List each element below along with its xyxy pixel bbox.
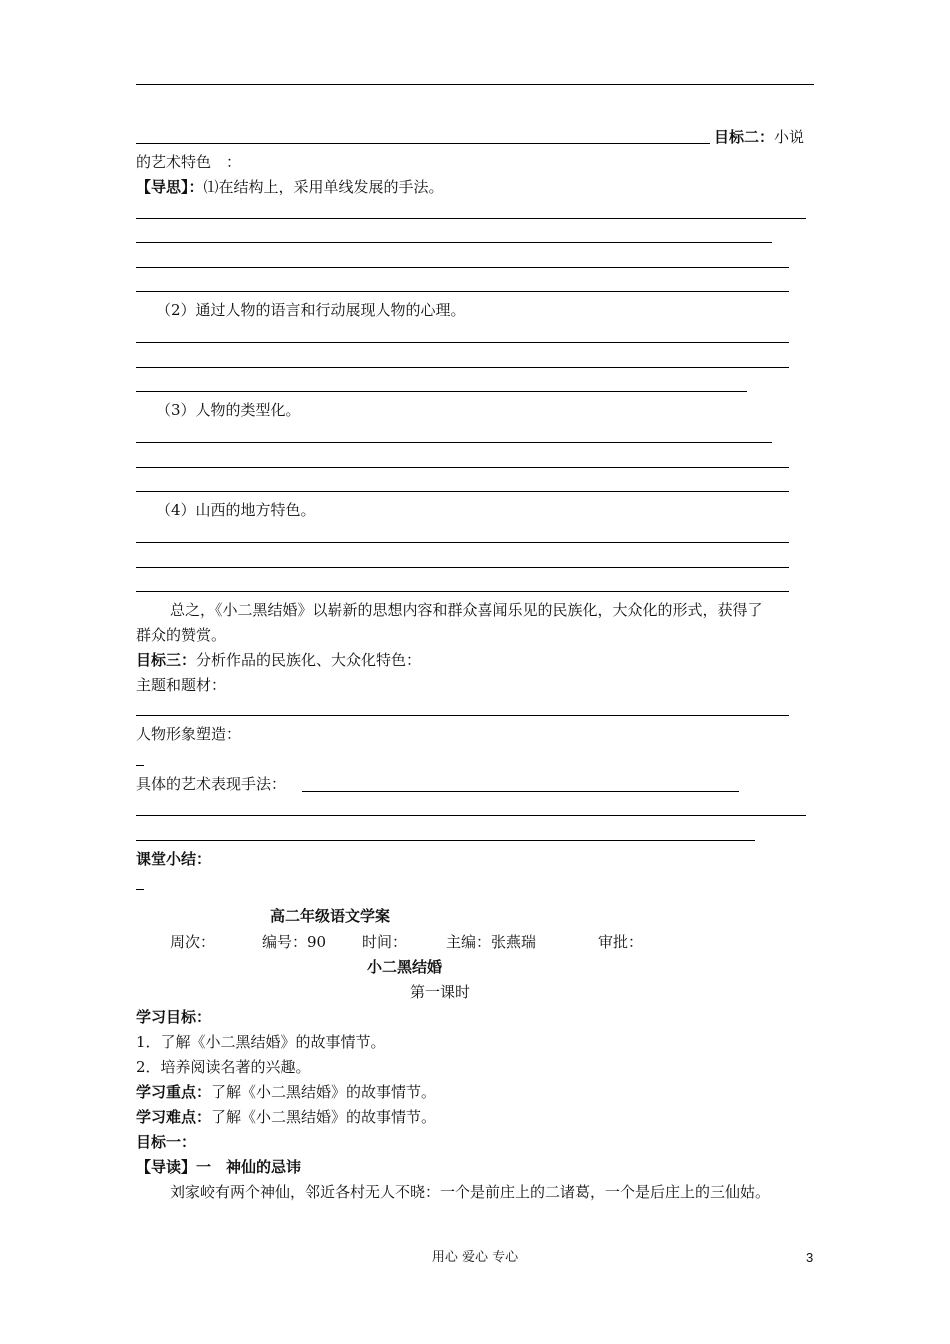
answer-line [136, 815, 806, 816]
difficult-label: 学习难点： [136, 1108, 212, 1126]
answer-line [136, 567, 789, 568]
answer-line [136, 218, 806, 219]
theme-label: 主题和题材： [136, 676, 227, 694]
lesson-title: 小二黑结婚 [367, 958, 443, 976]
answer-line [136, 715, 789, 716]
answer-line [136, 591, 789, 592]
summary-line2: 群众的赞赏。 [136, 626, 227, 644]
answer-line [136, 367, 789, 368]
answer-line [136, 467, 789, 468]
answer-line [136, 342, 789, 343]
answer-line [136, 391, 747, 392]
goal2-line2: 的艺术特色 ： [136, 153, 242, 171]
goal3-line [136, 650, 421, 670]
figure-label: 人物形象塑造： [136, 725, 242, 743]
daodu-heading: 【导读】一 神仙的忌讳 [136, 1158, 302, 1176]
lesson-subtitle: 第一课时 [410, 983, 471, 1001]
daosi-label: 【导思】： [136, 178, 204, 196]
answer-line [136, 442, 772, 443]
answer-line [136, 242, 772, 243]
key-text: 了解《小二黑结婚》的故事情节。 [211, 1083, 437, 1101]
answer-line [136, 542, 789, 543]
short-mark [136, 765, 144, 766]
answer-line [136, 291, 789, 292]
header-rule [136, 84, 814, 85]
document-title: 高二年级语文学案 [270, 907, 391, 925]
item-4: （4）山西的地方特色。 [156, 501, 316, 519]
objective-1: 1．了解《小二黑结婚》的故事情节。 [136, 1033, 386, 1051]
goal3-label: 目标三： [136, 651, 197, 669]
item-2: （2）通过人物的语言和行动展现人物的心理。 [156, 301, 466, 319]
art-label: 具体的艺术表现手法： [136, 775, 287, 793]
approve-field: 审批： [598, 933, 644, 951]
answer-line [136, 491, 789, 492]
answer-line [136, 267, 789, 268]
answer-line [136, 143, 710, 144]
goal1-label: 目标一： [136, 1133, 197, 1151]
answer-line [302, 791, 739, 792]
daosi-line [136, 177, 444, 197]
editor-field: 主编：张燕瑞 [446, 933, 537, 951]
goal2-label: 目标二： [714, 128, 775, 146]
number-field: 编号：90 [262, 933, 327, 951]
page-footer: 用心 爱心 专心 [431, 1250, 519, 1265]
summary-line1: 总之，《小二黑结婚》以崭新的思想内容和群众喜闻乐见的民族化，大众化的形式，获得了 [170, 601, 763, 619]
week-field: 周次： [170, 933, 216, 951]
class-summary-label: 课堂小结： [136, 850, 212, 868]
objective-2: 2．培养阅读名著的兴趣。 [136, 1058, 311, 1076]
time-field: 时间： [362, 933, 408, 951]
item-3: （3）人物的类型化。 [156, 401, 301, 419]
difficult-point [136, 1107, 436, 1127]
answer-line [136, 840, 755, 841]
key-point [136, 1082, 436, 1102]
daosi-text: ⑴在结构上，采用单线发展的手法。 [203, 178, 444, 196]
objectives-label: 学习目标： [136, 1008, 212, 1026]
page-number: 3 [806, 1250, 814, 1265]
goal2-heading [714, 127, 804, 147]
story-line: 刘家峧有两个神仙，邻近各村无人不晓：一个是前庄上的二诸葛，一个是后庄上的三仙姑。 [170, 1183, 771, 1201]
short-mark [136, 889, 144, 890]
goal3-text: 分析作品的民族化、大众化特色： [196, 651, 422, 669]
difficult-text: 了解《小二黑结婚》的故事情节。 [211, 1108, 437, 1126]
key-label: 学习重点： [136, 1083, 212, 1101]
goal2-tail: 小说 [774, 128, 805, 146]
